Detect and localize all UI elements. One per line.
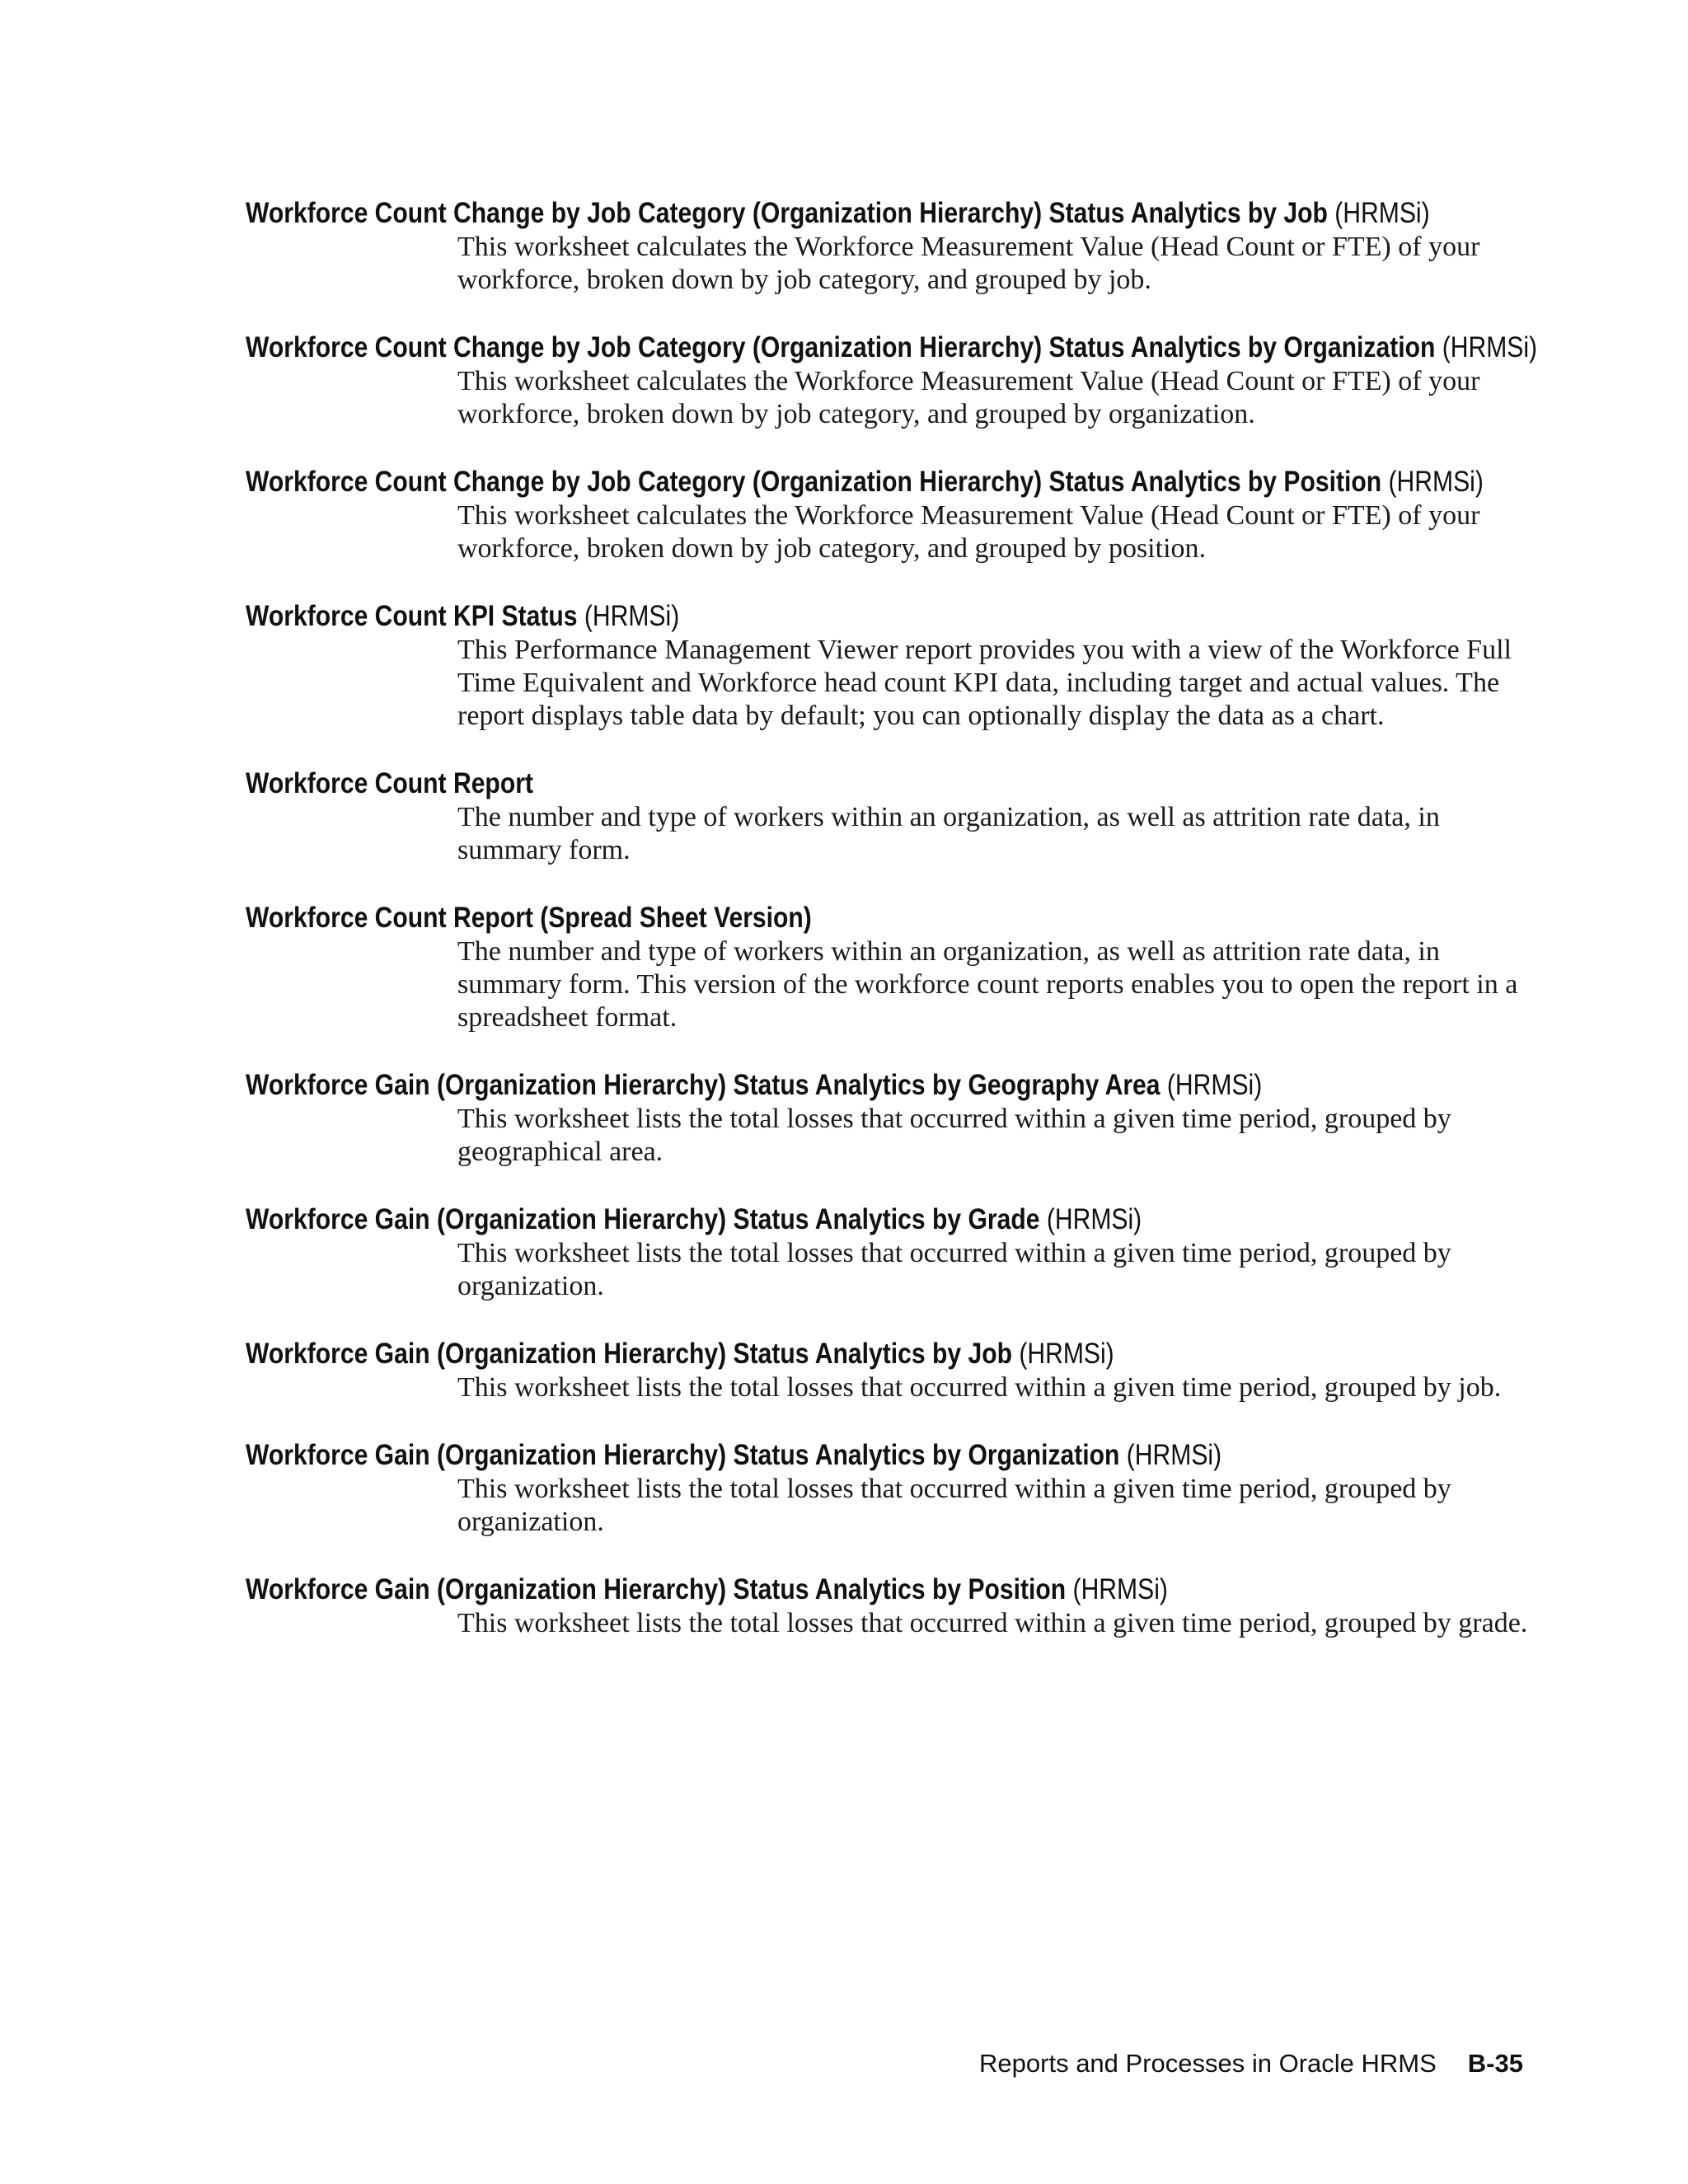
report-title-text: Workforce Count Change by Job Category (Organization Hierarchy) Status Analytics by Job [246,197,1328,229]
footer-section-title: Reports and Processes in Oracle HRMS [979,2049,1437,2078]
report-title-suffix: (HRMSi) [1381,466,1484,498]
report-title-text: Workforce Gain (Organization Hierarchy) Status Analytics by Grade [246,1203,1040,1235]
report-title-text: Workforce Gain (Organization Hierarchy) Status Analytics by Organization [246,1439,1120,1471]
report-title-text: Workforce Gain (Organization Hierarchy) Status Analytics by Geography Area [246,1069,1160,1101]
report-title-text: Workforce Count Change by Job Category (Organization Hierarchy) Status Analytics by Position [246,466,1382,498]
report-title [246,1438,1522,1473]
report-title-suffix: (HRMSi) [577,600,680,632]
report-entry [246,330,1538,431]
report-title [246,901,1522,935]
report-title-text: Workforce Gain (Organization Hierarchy) Status Analytics by Job [246,1338,1012,1370]
report-description: This worksheet calculates the Workforce Measurement Value (Head Count or FTE) of your workforce, broken down by job category, and grouped by organization. [457,366,1480,429]
page-footer [979,2047,1523,2080]
report-entry [246,901,1531,1034]
report-description: This worksheet calculates the Workforce Measurement Value (Head Count or FTE) of your workforce, broken down by job category, and grouped by position. [457,500,1480,564]
report-description: This worksheet calculates the Workforce Measurement Value (Head Count or FTE) of your workforce, broken down by job category, and grouped by job. [457,232,1480,295]
page-number: B-35 [1467,2049,1523,2078]
report-description: This Performance Management Viewer report provides you with a view of the Workforce Full Time Equivalent and Workforce head count KPI data, including target and actual values. The report displays table data by default; you can optionally display the data as a chart. [457,635,1512,731]
report-title [246,599,1522,634]
report-entry [246,766,1531,867]
report-entry [246,1202,1531,1303]
report-title [246,330,1543,365]
report-entry [246,465,1531,565]
report-entry [246,1337,1531,1404]
report-description: This worksheet lists the total losses that occurred within a given time period, grouped by geographical area. [457,1104,1451,1167]
report-title-suffix: (HRMSi) [1327,197,1430,229]
report-title [246,766,1522,801]
report-title-suffix: (HRMSi) [1160,1069,1263,1101]
report-description: This worksheet lists the total losses that occurred within a given time period, grouped by grade. [457,1608,1528,1638]
report-entry [246,599,1531,733]
report-entry [246,196,1531,297]
report-title-text: Workforce Gain (Organization Hierarchy) Status Analytics by Position [246,1573,1067,1605]
report-description: This worksheet lists the total losses that occurred within a given time period, grouped by job. [457,1372,1502,1403]
report-title-text: Workforce Count Report (Spread Sheet Version) [246,902,812,934]
report-list [246,196,1538,1674]
report-title [246,196,1522,231]
report-entry [246,1572,1531,1640]
report-title-text: Workforce Count KPI Status [246,600,578,632]
report-title-suffix: (HRMSi) [1066,1573,1168,1605]
report-title-text: Workforce Count Report [246,767,533,799]
report-entry [246,1068,1531,1169]
report-title-suffix: (HRMSi) [1435,331,1538,363]
report-title [246,1202,1522,1237]
report-title [246,1337,1522,1371]
report-title [246,1068,1522,1103]
report-description: This worksheet lists the total losses that occurred within a given time period, grouped by organization. [457,1474,1451,1537]
report-title-text: Workforce Count Change by Job Category (Organization Hierarchy) Status Analytics by Organization [246,331,1436,363]
report-title [246,1572,1522,1607]
report-title-suffix: (HRMSi) [1119,1439,1222,1471]
report-title-suffix: (HRMSi) [1011,1338,1114,1370]
report-description: The number and type of workers within an organization, as well as attrition rate data, in summary form. This version of the workforce count reports enables you to open the report in a spreadsheet format. [457,936,1518,1033]
report-title [246,465,1522,499]
report-description: This worksheet lists the total losses that occurred within a given time period, grouped by organization. [457,1238,1451,1301]
report-title-suffix: (HRMSi) [1039,1203,1142,1235]
report-description: The number and type of workers within an organization, as well as attrition rate data, in summary form. [457,802,1440,865]
report-entry [246,1438,1531,1539]
